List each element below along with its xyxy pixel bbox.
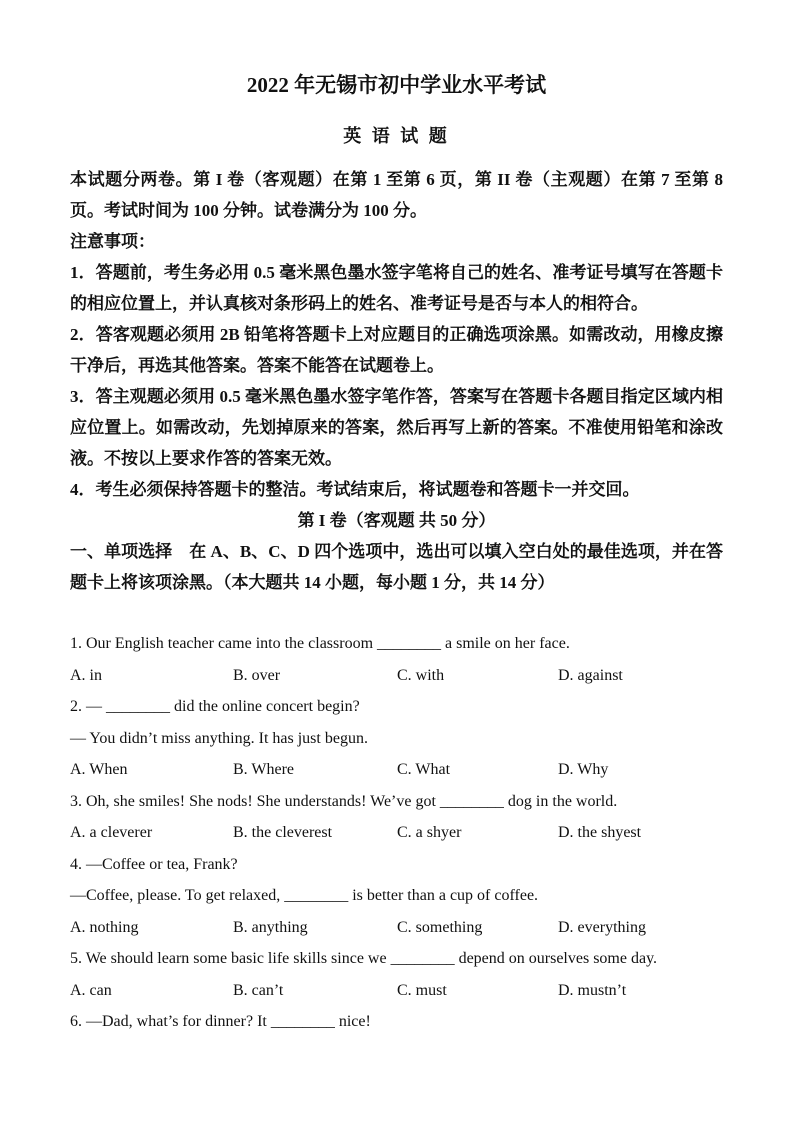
- question-6-text: 6. —Dad, what’s for dinner? It ________ nice!: [70, 1013, 371, 1030]
- question-2-reply: — You didn’t miss anything. It has just begun.: [70, 729, 368, 747]
- option-d: D. Why: [558, 761, 609, 778]
- option-b: B. over: [233, 666, 281, 684]
- option-b: B. can’t: [233, 981, 284, 999]
- question-3-text: 3. Oh, she smiles! She nods! She understands! We’ve got ________ dog in the world.: [70, 792, 618, 810]
- question-4-options: [70, 912, 723, 944]
- note-item-1: 1．答题前，考生务必用 0.5 毫米黑色墨水签字笔将自己的姓名、准考证号填写在答题卡的相应位置上，并认真核对条形码上的姓名、准考证号是否与本人的相符合。: [70, 263, 723, 313]
- option-d: D. mustn’t: [558, 981, 627, 999]
- option-b: B. the cleverest: [233, 824, 333, 841]
- page-title: 2022 年无锡市初中学业水平考试: [246, 73, 547, 97]
- question-2-options: [70, 754, 723, 786]
- question-6: [70, 1006, 723, 1038]
- question-5: [70, 943, 723, 1006]
- option-c: C. with: [397, 666, 445, 684]
- option-c: C. What: [397, 761, 451, 778]
- part1-heading: 第 I 卷（客观题 共 50 分）: [297, 511, 496, 530]
- exam-intro-paragraph: 本试题分两卷。第 I 卷（客观题）在第 1 至第 6 页，第 II 卷（主观题）在第 7 至第 8 页。考试时间为 100 分钟。试卷满分为 100 分。: [70, 170, 723, 220]
- question-2: [70, 691, 723, 786]
- option-c: C. a shyer: [397, 824, 462, 841]
- notes-heading: 注意事项：: [70, 232, 155, 251]
- option-a: A. a cleverer: [70, 824, 153, 841]
- section1-heading: 一、单项选择 在 A、B、C、D 四个选项中，选出可以填入空白处的最佳选项，并在答题卡上将该项涂黑。（本大题共 14 小题，每小题 1 分，共 14 分）: [70, 542, 723, 592]
- option-c: C. something: [397, 918, 483, 936]
- note-item-3: 3．答主观题必须用 0.5 毫米黑色墨水签字笔作答，答案写在答题卡各题目指定区域内相应位置上。如需改动，先划掉原来的答案，然后再写上新的答案。不准使用铅笔和涂改液。不按以上要求作答的答案无效。: [70, 387, 723, 468]
- option-b: B. Where: [233, 761, 295, 778]
- option-c: C. must: [397, 981, 447, 999]
- option-a: A. can: [70, 981, 112, 999]
- question-4-text: 4. —Coffee or tea, Frank?: [70, 855, 238, 873]
- question-2-text: 2. — ________ did the online concert begin?: [70, 698, 360, 715]
- option-a: A. nothing: [70, 918, 139, 936]
- option-a: A. When: [70, 761, 128, 778]
- page-subtitle: 英 语 试 题: [343, 126, 450, 146]
- question-4-reply: —Coffee, please. To get relaxed, ________ is better than a cup of coffee.: [70, 887, 539, 904]
- question-3-options: [70, 817, 723, 849]
- option-d: D. against: [558, 666, 623, 684]
- question-1-text: 1. Our English teacher came into the classroom ________ a smile on her face.: [70, 635, 570, 652]
- question-5-text: 5. We should learn some basic life skills since we ________ depend on ourselves some day.: [70, 950, 658, 967]
- question-1-options: [70, 660, 723, 692]
- option-b: B. anything: [233, 918, 308, 936]
- question-3: [70, 786, 723, 849]
- note-item-2: 2．答客观题必须用 2B 铅笔将答题卡上对应题目的正确选项涂黑。如需改动，用橡皮擦干净后，再选其他答案。答案不能答在试题卷上。: [70, 325, 723, 375]
- note-item-4: 4．考生必须保持答题卡的整洁。考试结束后，将试题卷和答题卡一并交回。: [70, 480, 640, 499]
- question-4: [70, 849, 723, 944]
- option-d: D. the shyest: [558, 824, 642, 841]
- option-a: A. in: [70, 666, 102, 684]
- question-5-options: [70, 975, 723, 1007]
- question-list: [70, 628, 723, 1038]
- option-d: D. everything: [558, 918, 646, 936]
- question-1: [70, 628, 723, 691]
